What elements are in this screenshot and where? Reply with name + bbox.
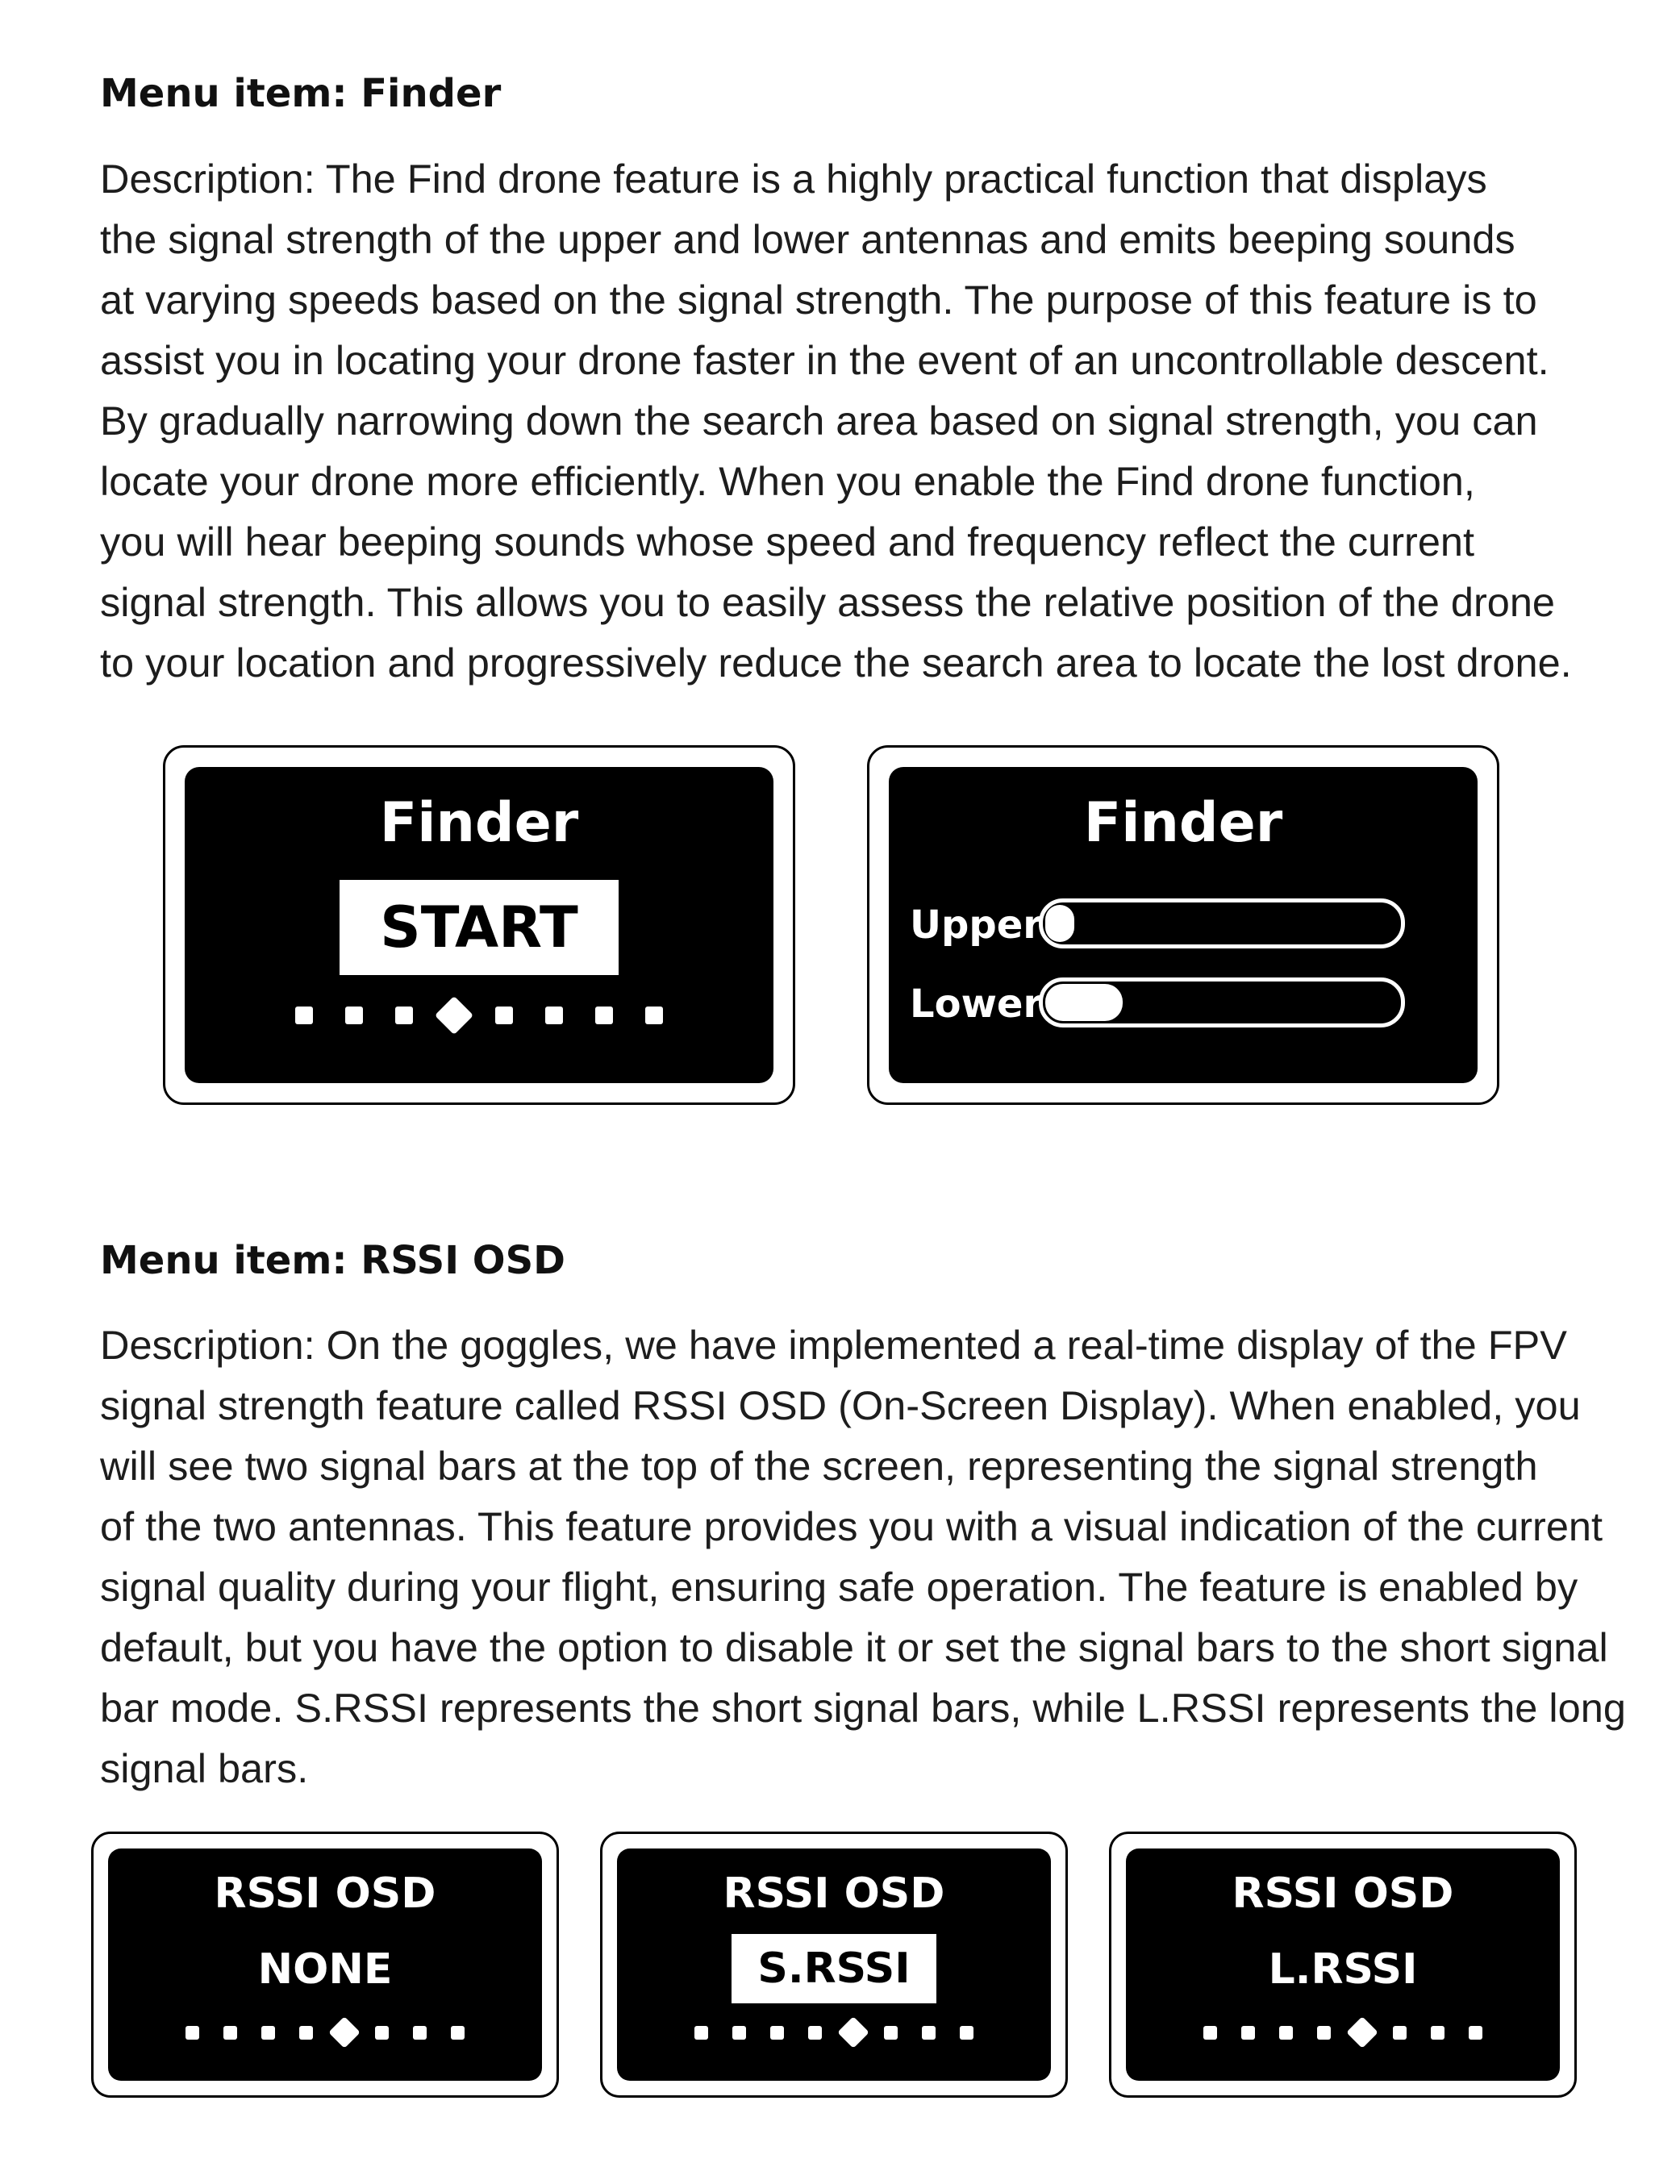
page-dot (345, 1007, 363, 1024)
page-dot (595, 1007, 613, 1024)
finder-heading: Menu item: Finder (100, 71, 502, 116)
page-dot (295, 1007, 313, 1024)
lower-antenna-label: Lower (910, 982, 1043, 1027)
upper-signal-fill (1045, 905, 1074, 942)
start-option[interactable]: START (340, 880, 619, 975)
text-line: of the two antennas. This feature provides you with a visual indication of the current (100, 1503, 1603, 1549)
text-line: signal quality during your flight, ensuring safe operation. The feature is enabled by (100, 1564, 1578, 1610)
page-dot (223, 2026, 237, 2040)
page-dot (261, 2026, 275, 2040)
page-dot (1469, 2026, 1482, 2040)
screen-title: RSSI OSD (1232, 1869, 1454, 1918)
text-line: bar mode. S.RSSI represents the short signal bars, while L.RSSI represents the long (100, 1685, 1626, 1731)
page-indicator (617, 2016, 1051, 2049)
page-dot (1279, 2026, 1293, 2040)
page-dot (1431, 2026, 1444, 2040)
text-line: will see two signal bars at the top of the screen, representing the signal strength (100, 1443, 1538, 1489)
finder-signal-screen (889, 767, 1478, 1083)
upper-antenna-label: Upper (910, 902, 1042, 948)
rssi-none-screen (108, 1848, 542, 2081)
lower-signal-bar (1039, 977, 1405, 1027)
page-indicator (185, 999, 773, 1032)
finder-signal-device (867, 745, 1499, 1105)
rssi-long-device (1109, 1832, 1577, 2098)
finder-description (100, 148, 1572, 693)
text-line: default, but you have the option to disable it or set the signal bars to the short signal (100, 1624, 1608, 1670)
page-dot (1393, 2026, 1407, 2040)
text-line: signal bars. (100, 1745, 309, 1791)
text-line: assist you in locating your drone faster in the event of an uncontrollable descent. (100, 337, 1549, 383)
page-dot (770, 2026, 784, 2040)
page-dot (451, 2026, 465, 2040)
finder-start-device (163, 745, 795, 1105)
page-dot (375, 2026, 389, 2040)
page-dot (495, 1007, 513, 1024)
text-line: to your location and progressively reduce the search area to locate the lost drone. (100, 640, 1572, 686)
rssi-short-device (600, 1832, 1068, 2098)
rssi-heading: Menu item: RSSI OSD (100, 1238, 565, 1283)
text-line: signal strength feature called RSSI OSD (On-Screen Display). When enabled, you (100, 1382, 1581, 1428)
page-dot (645, 1007, 663, 1024)
page-dot-current (1346, 2016, 1378, 2049)
text-line: By gradually narrowing down the search area based on signal strength, you can (100, 398, 1538, 444)
page-dot (1203, 2026, 1217, 2040)
screen-title: RSSI OSD (214, 1869, 436, 1918)
page-indicator (1126, 2016, 1560, 2049)
rssi-description (100, 1315, 1626, 1798)
text-line: you will hear beeping sounds whose speed and frequency reflect the current (100, 519, 1475, 565)
page-dot (1317, 2026, 1331, 2040)
text-line: Description: On the goggles, we have implemented a real-time display of the FPV (100, 1322, 1567, 1368)
page-dot (960, 2026, 973, 2040)
text-line: the signal strength of the upper and lower antennas and emits beeping sounds (100, 216, 1515, 262)
page-dot (186, 2026, 199, 2040)
page-dot (1241, 2026, 1255, 2040)
screen-title: Finder (1083, 791, 1283, 855)
text-line: Description: The Find drone feature is a highly practical function that displays (100, 156, 1487, 202)
page-dot (694, 2026, 708, 2040)
rssi-none-device (91, 1832, 559, 2098)
page-dot-current (435, 996, 473, 1035)
rssi-short-screen (617, 1848, 1051, 2081)
page-dot (545, 1007, 563, 1024)
page-dot-current (328, 2016, 361, 2049)
rssi-option-none[interactable]: NONE (257, 1945, 393, 1994)
page-dot (808, 2026, 822, 2040)
screen-title: RSSI OSD (723, 1869, 945, 1918)
upper-signal-bar (1039, 898, 1405, 948)
page-dot (884, 2026, 898, 2040)
page-dot-current (837, 2016, 869, 2049)
finder-start-screen (185, 767, 773, 1083)
rssi-option-short[interactable]: S.RSSI (732, 1934, 936, 2003)
page-dot (413, 2026, 427, 2040)
page-dot (732, 2026, 746, 2040)
lower-signal-fill (1045, 984, 1123, 1021)
rssi-option-long[interactable]: L.RSSI (1268, 1945, 1418, 1994)
text-line: at varying speeds based on the signal strength. The purpose of this feature is to (100, 277, 1537, 323)
page-dot (395, 1007, 413, 1024)
page-dot (299, 2026, 313, 2040)
rssi-long-screen (1126, 1848, 1560, 2081)
page-dot (922, 2026, 936, 2040)
text-line: locate your drone more efficiently. When you enable the Find drone function, (100, 458, 1475, 504)
page-indicator (108, 2016, 542, 2049)
text-line: signal strength. This allows you to easily assess the relative position of the drone (100, 579, 1556, 625)
screen-title: Finder (379, 791, 579, 855)
